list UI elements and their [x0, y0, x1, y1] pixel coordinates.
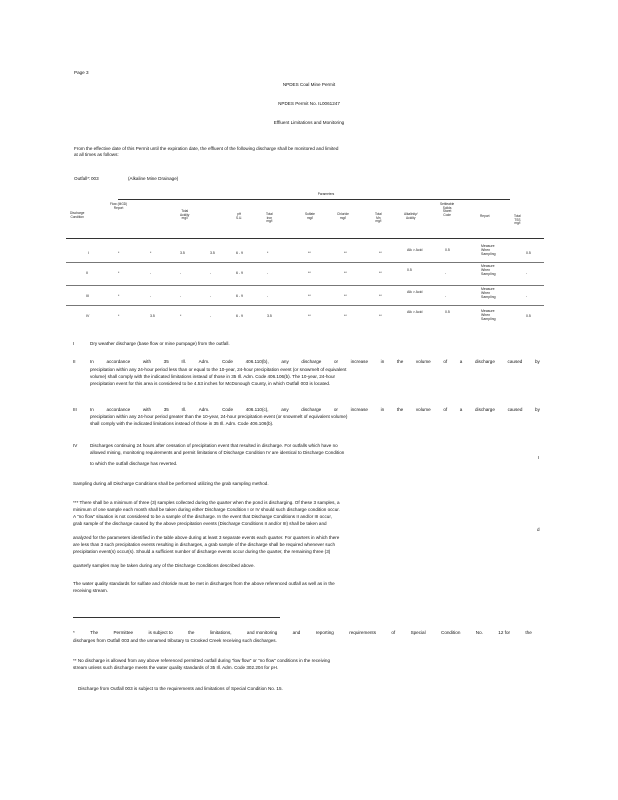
- intro-line-1: From the effective date of this Permit until the expiration date, the effluent of the following discharge shall be monitored and limited: [74, 146, 339, 151]
- cell-ph: 6 - 9: [236, 271, 244, 275]
- cell-value-b: -: [267, 271, 269, 275]
- condition-3-line-1: In accordance with 35 Ill. Adm. Code 406.110(c), any discharge or increase in the volume of a discharge caused by: [90, 407, 540, 412]
- cell-alkalinity: Alk > Acid: [407, 248, 423, 252]
- outfall-special-condition: Discharge from Outfall 003 is subject to the requirements and limitations of Special Condition No. 15.: [78, 686, 283, 691]
- cell-iron-2: -: [210, 271, 212, 275]
- cell-value-b: 3.5: [267, 314, 272, 318]
- cell-iron: -: [180, 271, 182, 275]
- cell-chloride: **: [344, 294, 347, 298]
- triple-note-line-7: precipitation event(s) occur(s). Should a sufficient number of discharge events occur during the quarter, the remaining three (3): [73, 549, 331, 554]
- header-flow: Flow (MGD) Report: [110, 202, 128, 210]
- cell-acidity: -: [150, 294, 152, 298]
- cell-iron-2: -: [210, 294, 212, 298]
- intro-line-2: at all times as follows:: [74, 152, 119, 157]
- table-rule: [66, 285, 544, 286]
- cell-flow: *: [118, 271, 120, 275]
- condition-2-line-1: In accordance with 35 Ill. Adm. Code 406.110(b), any discharge or increase in the volume of a discharge caused by: [90, 359, 540, 364]
- cell-ph: 6 - 9: [236, 251, 244, 255]
- cell-manganese: **: [379, 251, 382, 255]
- outfall-name: (Alkaline Mine Drainage): [128, 176, 179, 181]
- cell-sulfate: **: [308, 251, 311, 255]
- triple-note-line-6: are less than 3 such precipitation events resulting in discharges, a grab sample of the discharge shall be required whenever such: [73, 542, 335, 547]
- condition-4-line-3: to which the outfall discharge has reverted.: [90, 461, 178, 466]
- outfall-label: Outfall*:: [74, 176, 91, 181]
- sampling-note: Sampling during all Discharge Conditions shall be performed utilizing the grab sampling method.: [73, 481, 269, 486]
- condition-4-line-2-end: I: [538, 455, 540, 460]
- header-discharge-condition: Discharge Condition: [70, 211, 85, 219]
- table-rule: [66, 262, 544, 263]
- condition-2-number: II: [73, 359, 76, 364]
- cell-condition: I: [88, 251, 89, 255]
- footnote-2-line-1: ** No discharge is allowed from any above referenced permitted outfall during "low flow" or "no flow" conditions in the receiving: [73, 658, 331, 663]
- cell-sulfate: **: [308, 271, 311, 275]
- cell-flow-report: Measure When Sampling: [481, 287, 496, 299]
- parameters-heading: Parameters: [317, 192, 335, 196]
- cell-acidity: *: [150, 251, 152, 255]
- triple-note-line-1: *** There shall be a minimum of three (3) samples collected during the quarter when the pond is discharging. Of these 3 samples, a: [73, 500, 340, 505]
- header-ph: pH S.U.: [236, 212, 243, 220]
- cell-chloride: **: [344, 314, 347, 318]
- parameters-rule: [118, 199, 510, 200]
- condition-1-text: Dry weather discharge (base flow or mine pumpage) from the outfall.: [90, 341, 230, 346]
- page-number: Page 3: [74, 70, 89, 75]
- cell-tss: -: [526, 271, 528, 275]
- cell-value-b: *: [267, 251, 269, 255]
- header-acidity: Total Acidity mg/l: [180, 209, 190, 221]
- cell-tss: 0.5: [526, 251, 531, 255]
- cell-alkalinity: Alk > Acid: [407, 290, 423, 294]
- condition-4-line-1: Discharges continuing 24 hours after cessation of precipitation event that resulted in discharge. For outfalls which have no: [90, 443, 338, 448]
- water-quality-line-1: The water quality standards for sulfate and chloride must be met in discharges from the above referenced outfall as well as in the: [73, 581, 335, 586]
- cell-ph: 6 - 9: [236, 294, 244, 298]
- footnote-separator: [73, 617, 280, 618]
- triple-note-line-3: A "no flow" situation is not considered to be a sample of the discharge. In the event that Discharge Conditions II and/or III occur,: [73, 514, 332, 519]
- condition-4-number: IV: [73, 443, 78, 448]
- cell-tss: -: [526, 294, 528, 298]
- triple-note-line-4: grab sample of the discharge caused by the above precipitation events (Discharge Conditions II and/or III) shall be taken and: [73, 521, 327, 526]
- header-settleable: Settleable Solids Storet Code: [440, 202, 455, 217]
- cell-flow: *: [118, 251, 120, 255]
- cell-settleable: 0.5: [445, 248, 450, 252]
- header-sulfate: Sulfate mg/l: [305, 212, 315, 220]
- header-manganese: Total Mn mg/l: [375, 212, 382, 224]
- header-iron: Total Iron mg/l: [266, 212, 273, 224]
- cell-iron-2: -: [210, 314, 212, 318]
- cell-chloride: **: [344, 271, 347, 275]
- table-rule: [66, 305, 544, 306]
- condition-3-number: III: [73, 407, 77, 412]
- header-chloride: Chloride mg/l: [337, 212, 349, 220]
- footnote-1-line-1: * The Permittee is subject to the limitations, and monitoring and reporting requirements of Special Condition No. 12 for the: [73, 630, 532, 635]
- triple-note-line-8: quarterly samples may be taken during any of the Discharge Conditions described above.: [73, 563, 255, 568]
- condition-3-line-2: precipitation within any 24-hour period greater than the 10-year, 24-hour precipitation event (or snowmelt of equivalent volume): [90, 414, 348, 419]
- cell-flow: *: [118, 314, 120, 318]
- cell-flow-report: Measure When Sampling: [481, 244, 496, 256]
- header-tss: Total TSS mg/l: [514, 214, 521, 226]
- condition-2-line-3: volume) shall comply with the indicated limitations instead of those in 35 Ill. Adm. Code 406.106(b). The 10-year, 24-hour: [90, 374, 336, 379]
- condition-2-line-2: precipitation within any 24-hour period less than or equal to the 10-year, 24-hour precipitation event (or snowmelt of equivalent: [90, 367, 347, 372]
- cell-acidity: 3.5: [150, 314, 155, 318]
- outfall-number: 003: [91, 176, 99, 181]
- header-flow-report: Report: [480, 214, 490, 218]
- cell-condition: IV: [86, 314, 90, 318]
- cell-iron-2: 3.5: [210, 251, 215, 255]
- cell-chloride: **: [344, 251, 347, 255]
- cell-settleable: 0.5: [445, 310, 450, 314]
- footnote-1-line-2: discharges from Outfall 003 and the unnamed tributary to Crooked Creek receiving such discharges.: [73, 638, 277, 643]
- cell-manganese: **: [379, 294, 382, 298]
- cell-flow: *: [118, 294, 120, 298]
- triple-note-line-2: minimum of one sample each month shall be taken during either Discharge Condition I or IV should such discharge condition occur.: [73, 507, 340, 512]
- document-title: NPDES Coal Mine Permit: [282, 82, 336, 87]
- triple-note-line-4-end: d: [537, 527, 540, 532]
- section-subtitle: Effluent Limitations and Monitoring: [273, 120, 345, 125]
- condition-1-number: I: [73, 341, 75, 346]
- cell-sulfate: **: [308, 294, 311, 298]
- cell-condition: III: [86, 294, 89, 298]
- cell-ph: 6 - 9: [236, 314, 244, 318]
- water-quality-line-2: receiving stream.: [73, 588, 108, 593]
- cell-iron: 3.5: [180, 251, 185, 255]
- cell-manganese: **: [379, 271, 382, 275]
- header-alkalinity: Alkalinity/ Acidity: [404, 212, 418, 220]
- footnote-2-line-2: stream unless such discharge meets the water quality standards of 35 Ill. Adm. Code 302.204 for pH.: [73, 665, 279, 670]
- condition-4-line-2: allowed mining, monitoring requirements and permit limitations of Discharge Condition IV are identical to Discharge Condition: [90, 450, 345, 455]
- cell-condition: II: [86, 271, 88, 275]
- cell-manganese: **: [379, 314, 382, 318]
- condition-2-line-4: precipitation event for this area is considered to be 4.53 inches for McDonough County, in which Outfall 003 is located.: [90, 381, 331, 386]
- cell-tss: 0.5: [526, 314, 531, 318]
- cell-acidity: -: [150, 271, 152, 275]
- cell-flow-report: Measure When Sampling: [481, 264, 496, 276]
- cell-settleable: -: [445, 271, 447, 275]
- cell-iron: *: [180, 314, 182, 318]
- cell-alkalinity: 0.5: [407, 268, 412, 272]
- cell-settleable: -: [445, 294, 447, 298]
- cell-alkalinity: Alk > Acid: [407, 310, 423, 314]
- triple-note-line-5: analyzed for the parameters identified in the table above during at least 3 separate events each quarter. For quarters in which there: [73, 535, 340, 540]
- cell-iron: -: [180, 294, 182, 298]
- cell-flow-report: Measure When Sampling: [481, 309, 496, 321]
- cell-value-b: -: [267, 294, 269, 298]
- condition-3-line-3: shall comply with the indicated limitations instead of those in 35 Ill. Adm. Code 406.106(b).: [90, 421, 274, 426]
- permit-number: NPDES Permit No. IL0061247: [278, 101, 340, 106]
- cell-sulfate: **: [308, 314, 311, 318]
- table-rule-header: [66, 238, 544, 239]
